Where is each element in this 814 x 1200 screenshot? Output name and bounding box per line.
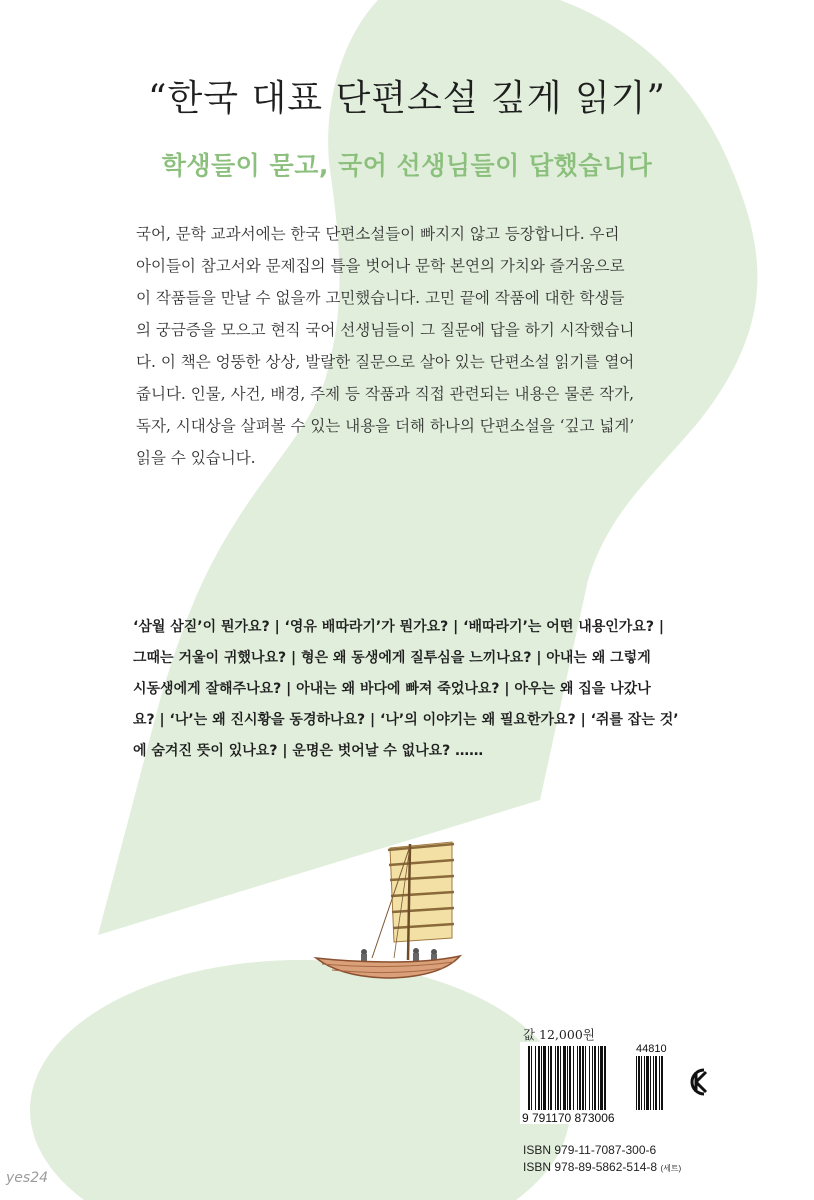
barcode-bar	[585, 1046, 586, 1110]
barcode-icon	[520, 1042, 720, 1124]
barcode-bar	[573, 1046, 574, 1110]
barcode-bar	[592, 1046, 593, 1110]
book-subtitle: 학생들이 묻고, 국어 선생님들이 답했습니다	[161, 151, 653, 180]
description-line: 국어, 문학 교과서에는 한국 단편소설들이 빠지지 않고 등장합니다. 우리	[136, 225, 620, 243]
addon-bar	[655, 1056, 657, 1110]
addon-bar	[636, 1056, 637, 1110]
question-line: 시동생에게 잘해주나요? | 아내는 왜 바다에 빠져 죽었나요? | 아우는 왜 집을 나갔나	[133, 681, 651, 697]
barcode-bar	[600, 1046, 603, 1110]
isbn-individual: ISBN 979-11-7087-300-6	[523, 1143, 657, 1157]
barcode-bar	[535, 1046, 536, 1110]
question-line: 그때는 거울이 귀했나요? | 형은 왜 동생에게 질투심을 느끼나요? | 아내는 왜 그렇게	[133, 650, 651, 666]
barcode-bar	[569, 1046, 571, 1110]
addon-bar	[644, 1056, 645, 1110]
description-line: 독자, 시대상을 살펴볼 수 있는 내용을 더해 하나의 단편소설을 ‘깊고 넓게’	[136, 417, 635, 435]
barcode-bar	[531, 1046, 532, 1110]
addon-bar	[641, 1056, 642, 1110]
addon-bar	[653, 1056, 654, 1110]
barcode-bar	[567, 1046, 568, 1110]
description-line: 줍니다. 인물, 사건, 배경, 주제 등 작품과 직접 관련되는 내용은 물론 작가,	[136, 385, 635, 403]
description-line: 의 궁금증을 모으고 현직 국어 선생님들이 그 질문에 답을 하기 시작했습니	[136, 321, 635, 339]
barcode-bar	[541, 1046, 542, 1110]
book-title: “한국 대표 단편소설 깊게 읽기”	[148, 78, 666, 119]
sample-questions	[133, 612, 693, 767]
isbn-block	[523, 1142, 681, 1177]
barcode-bar	[528, 1046, 530, 1110]
isbn-set-number: ISBN 978-89-5862-514-8	[523, 1160, 658, 1174]
barcode-bar	[582, 1046, 584, 1110]
watermark-logo: yes24	[6, 1170, 49, 1186]
addon-code: 44810	[636, 1043, 667, 1055]
barcode-bar	[577, 1046, 578, 1110]
barcode-bar	[579, 1046, 581, 1110]
addon-bar	[646, 1056, 649, 1110]
question-line: 에 숨겨진 뜻이 있나요? | 운명은 벗어날 수 없나요? ……	[133, 743, 484, 759]
barcode-bar	[563, 1046, 566, 1110]
addon-bar	[638, 1056, 640, 1110]
price-label: 값 12,000원	[523, 1027, 595, 1042]
barcode-bar	[560, 1046, 561, 1110]
barcode-bar	[538, 1046, 540, 1110]
question-line: ‘삼월 삼짇’이 뭔가요? | ‘영유 배따라기’가 뭔가요? | ‘배따라기’는 어떤 내용인가요? |	[133, 619, 664, 635]
description-line: 이 작품들을 만날 수 없을까 고민했습니다. 고민 끝에 작품에 대한 학생들	[136, 289, 625, 307]
barcode-bar	[548, 1046, 549, 1110]
isbn-set	[523, 1159, 681, 1177]
barcode-bar	[598, 1046, 599, 1110]
addon-bar	[659, 1056, 660, 1110]
sailing-ship-icon	[312, 838, 462, 988]
addon-bar	[661, 1056, 663, 1110]
barcode-number: 9 791170 873006	[522, 1111, 615, 1124]
barcode-bar	[555, 1046, 556, 1110]
description-line: 아이들이 참고서와 문제집의 틀을 벗어나 문학 본연의 가치와 즐거움으로	[136, 257, 625, 275]
question-line: 요? | ‘나’는 왜 진시황을 동경하나요? | ‘나’의 이야기는 왜 필요한가요? | ‘쥐를 잡는 것’	[133, 712, 679, 728]
barcode-bar	[604, 1046, 606, 1110]
addon-bar	[650, 1056, 651, 1110]
description-line: 다. 이 책은 엉뚱한 상상, 발랄한 질문으로 살아 있는 단편소설 읽기를 열어	[136, 353, 635, 371]
description-line: 읽을 수 있습니다.	[136, 449, 256, 467]
description-text	[136, 218, 681, 474]
barcode-bar	[589, 1046, 590, 1110]
barcode-bar	[594, 1046, 596, 1110]
barcode-bar	[543, 1046, 546, 1110]
isbn-set-note: (세트)	[660, 1164, 682, 1173]
barcode-bar	[557, 1046, 559, 1110]
barcode-bar	[550, 1046, 552, 1110]
